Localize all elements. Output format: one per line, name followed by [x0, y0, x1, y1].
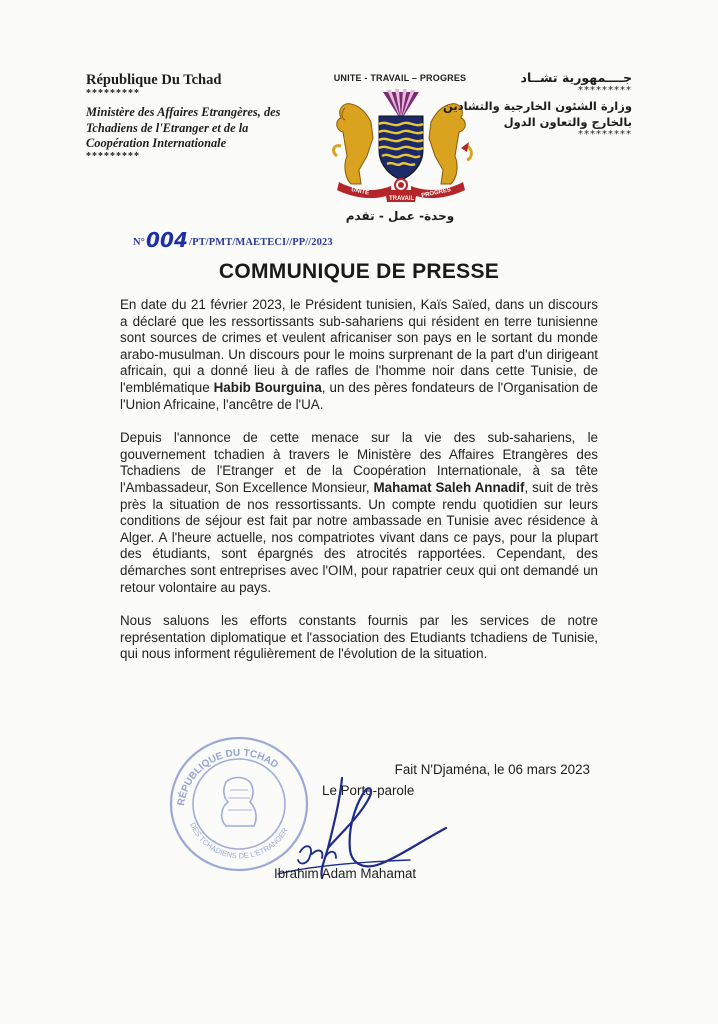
signer-role: Le Porte-parole [322, 783, 415, 798]
ministry-name-arabic: وزارة الشئون الخارجية والتشادين بالخارج والتعاون الدول [443, 99, 632, 129]
separator-stars: ********* [86, 88, 140, 99]
crest-left-lion [334, 104, 373, 184]
reference-prefix: N° [133, 237, 145, 248]
separator-stars-arabic: ********* [578, 85, 632, 96]
place-and-date: Fait N'Djaména, le 06 mars 2023 [394, 762, 590, 777]
header-right [402, 70, 632, 140]
paragraph-1: En date du 21 février 2023, le Président tunisien, Kaïs Saïed, dans un discours a déclaré que les ressortissants sub-sahariens qui résident en terre tunisienne sont sources de crimes et veulent africaniser son pays en le sortant du monde arabo-musulman. Un discours pour le moins surprenant de la part d'un dirigeant africain, qui a donné lieu à de rafles de l'homme noir dans cette Tunisie, de l'emblématique Habib Bourguina, un des pères fondateurs de l'Organisation de l'Union Africaine, l'ancêtre de l'UA. [120, 297, 598, 412]
signer-name: Ibrahim Adam Mahamat [274, 866, 417, 881]
document-title: COMMUNIQUE DE PRESSE [218, 260, 500, 283]
bold-name-bourguiba: Habib Bourguina [213, 379, 322, 395]
bold-name-annadif: Mahamat Saleh Annadif [373, 479, 525, 495]
reference-handwritten-number: 004 [145, 228, 189, 252]
paragraph-2: Depuis l'annonce de cette menace sur la vie des sub-sahariens, le gouvernement tchadien à travers le Ministère des Affaires Etrangères des Tchadiens de l'Etranger et de la Coopération Internationale, à sa tête l'Ambassadeur, Son Excellence Monsieur, Mahamat Saleh Annadif, suit de très près la situation de nos ressortissants. Un compte rendu quotidien sur leurs conditions de séjour est fait par notre ambassade en Tunisie avec résidence à Alger. A l'heure actuelle, nos compatriotes vivant dans ce pays, pour la plupart des étudiants, sont épargnés des atrocités rapportées. Cependant, des démarches sont entreprises avec l'OIM, pour rapatrier ceux qui ont demandé un retour volontaire au pays. [120, 430, 599, 595]
header-left [86, 72, 306, 162]
document-body [120, 297, 598, 680]
crest-left-ribbon-text: UNITE [350, 186, 370, 197]
ministry-name: Ministère des Affaires Etrangères, des Tchadiens de l'Etranger et de la Coopération Internationale [86, 105, 281, 150]
stamp-ring-text-bottom: DES TCHADIENS DE L'ETRANGER [188, 821, 290, 861]
crest-right-ribbon-text: PROGRES [420, 187, 452, 200]
national-motto: UNITE - TRAVAIL – PROGRES [333, 73, 467, 83]
republic-name-arabic: جــــمهورية تشــاد [520, 70, 632, 85]
republic-name: République Du Tchad [86, 72, 222, 88]
separator-stars-2: ********* [86, 150, 140, 162]
reference-suffix: /PT/PMT/MAETECI//PP//2023 [189, 237, 333, 248]
reference-number [133, 226, 333, 250]
stamp-ring-text: RÉPUBLIQUE DU TCHAD [175, 747, 281, 807]
paragraph-3: Nous saluons les efforts constants fournis par les services de notre représentation diplomatique et l'association des Etudiants tchadiens de Tunisie, qui nous informent régulièrement de l'évolution de la situation. [120, 613, 598, 662]
separator-stars-arabic-2: ********* [578, 129, 632, 140]
crest-bottom-ribbon-text: TRAVAIL [389, 196, 415, 202]
national-motto-arabic: وحدة- عمل - تقدم [345, 209, 455, 223]
